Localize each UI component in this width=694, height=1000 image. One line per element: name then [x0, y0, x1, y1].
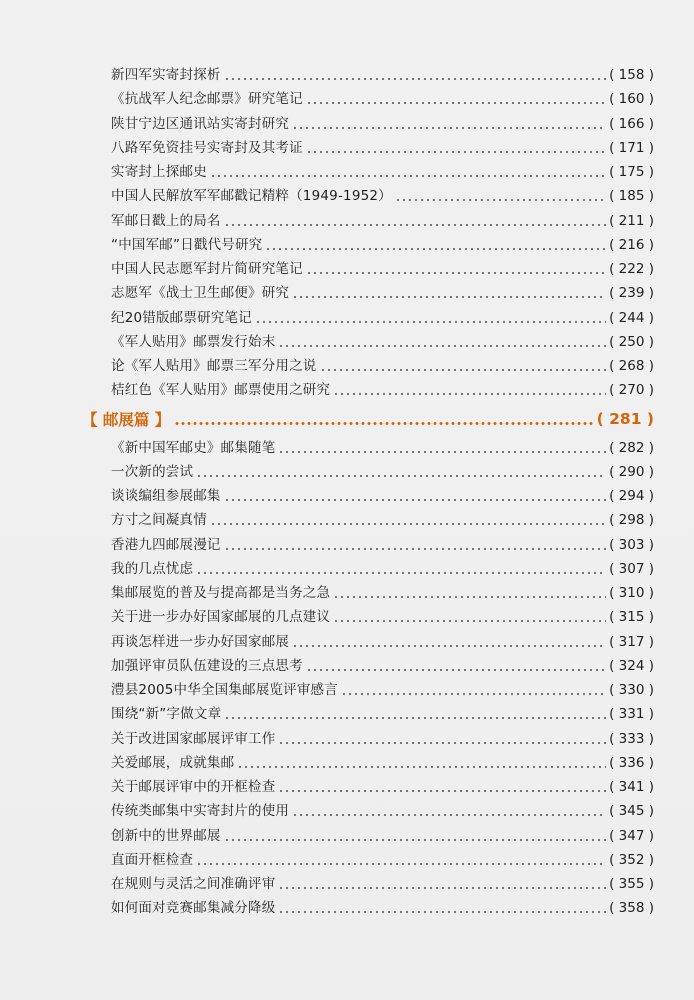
toc-entry[interactable] [111, 896, 654, 920]
entry-page: ( 211 ) [609, 212, 654, 229]
entry-page: ( 310 ) [609, 585, 654, 602]
dot-leader [292, 645, 606, 647]
entry-page: ( 345 ) [609, 803, 654, 820]
section-heading[interactable] [82, 405, 654, 434]
toc-entry[interactable] [111, 775, 654, 799]
entry-title: 桔红色《军人贴用》邮票使用之研究 [111, 382, 331, 399]
dot-leader [255, 321, 606, 323]
entry-title: 围绕“新”字做文章 [111, 706, 222, 723]
entry-page: ( 331 ) [609, 706, 654, 723]
entry-title: 新四军实寄封探析 [111, 67, 221, 84]
toc-entry[interactable] [111, 533, 654, 557]
toc-entry[interactable] [111, 184, 654, 208]
entry-title: 《新中国军邮史》邮集随笔 [111, 439, 276, 456]
dot-leader [237, 766, 606, 768]
entry-page: ( 294 ) [609, 488, 654, 505]
dot-leader [196, 475, 606, 477]
entry-page: ( 355 ) [609, 876, 654, 893]
entry-page: ( 250 ) [609, 333, 654, 350]
dot-leader [278, 451, 606, 453]
entry-page: ( 317 ) [609, 633, 654, 650]
dot-leader [224, 78, 607, 80]
entry-title: “中国军邮”日戳代号研究 [111, 236, 263, 253]
entry-page: ( 298 ) [609, 512, 654, 529]
dot-leader [265, 248, 606, 250]
entry-page: ( 171 ) [609, 139, 654, 156]
entry-title: 实寄封上探邮史 [111, 164, 207, 181]
toc-entry[interactable] [111, 460, 654, 484]
entry-page: ( 222 ) [609, 261, 654, 278]
entry-page: ( 282 ) [609, 439, 654, 456]
entry-page: ( 185 ) [609, 188, 654, 205]
toc-entry[interactable] [111, 678, 654, 702]
dot-leader [292, 814, 606, 816]
toc-entry[interactable] [111, 702, 654, 726]
entry-page: ( 244 ) [609, 309, 654, 326]
entry-title: 香港九四邮展漫记 [111, 536, 221, 553]
dot-leader [278, 345, 606, 347]
entry-title: 军邮日戳上的局名 [111, 212, 221, 229]
entry-title: 加强评审员队伍建设的三点思考 [111, 657, 303, 674]
dot-leader [341, 693, 606, 695]
toc-entry[interactable] [111, 751, 654, 775]
entry-page: ( 341 ) [609, 779, 654, 796]
entry-page: ( 290 ) [609, 463, 654, 480]
dot-leader [174, 422, 593, 425]
section-title: 【 邮展篇 】 [82, 411, 171, 429]
toc-entry[interactable] [111, 257, 654, 281]
entry-title: 集邮展览的普及与提高都是当务之急 [111, 585, 331, 602]
toc-entry[interactable] [111, 378, 654, 402]
toc-entry[interactable] [111, 727, 654, 751]
dot-leader [292, 127, 606, 129]
dot-leader [395, 199, 606, 201]
dot-leader [210, 175, 606, 177]
dot-leader [333, 620, 606, 622]
entry-title: 中国人民志愿军封片简研究笔记 [111, 261, 303, 278]
entry-title: 关于邮展评审中的开框检查 [111, 779, 276, 796]
entry-page: ( 315 ) [609, 609, 654, 626]
toc-entry[interactable] [111, 872, 654, 896]
toc-entry[interactable] [111, 436, 654, 460]
entry-page: ( 330 ) [609, 682, 654, 699]
dot-leader [306, 151, 606, 153]
entry-title: 中国人民解放军军邮戳记精粹（1949-1952） [111, 188, 392, 205]
toc-entry[interactable] [111, 209, 654, 233]
entry-title: 《抗战军人纪念邮票》研究笔记 [111, 91, 303, 108]
entry-title: 方寸之间凝真情 [111, 512, 207, 529]
dot-leader [333, 393, 606, 395]
entry-title: 《军人贴用》邮票发行始末 [111, 333, 276, 350]
toc-entry[interactable] [111, 87, 654, 111]
toc-entry[interactable] [111, 630, 654, 654]
toc-entry[interactable] [111, 330, 654, 354]
entry-page: ( 166 ) [609, 115, 654, 132]
entry-title: 澧县2005中华全国集邮展览评审感言 [111, 682, 338, 699]
dot-leader [224, 839, 607, 841]
toc-entry[interactable] [111, 557, 654, 581]
entry-page: ( 175 ) [609, 164, 654, 181]
entry-page: ( 303 ) [609, 536, 654, 553]
toc-entry[interactable] [111, 306, 654, 330]
entry-title: 一次新的尝试 [111, 463, 194, 480]
entry-title: 我的几点忧虑 [111, 560, 194, 577]
entry-page: ( 307 ) [609, 560, 654, 577]
entry-page: ( 333 ) [609, 730, 654, 747]
entry-title: 纪20错版邮票研究笔记 [111, 309, 252, 326]
toc-entry[interactable] [111, 824, 654, 848]
entry-title: 在规则与灵活之间准确评审 [111, 876, 276, 893]
dot-leader [306, 669, 606, 671]
dot-leader [333, 596, 606, 598]
dot-leader [306, 272, 606, 274]
entry-title: 论《军人贴用》邮票三军分用之说 [111, 358, 317, 375]
section-page: ( 281 ) [596, 410, 654, 428]
entry-page: ( 158 ) [609, 67, 654, 84]
entry-title: 如何面对竞赛邮集减分降级 [111, 900, 276, 917]
entry-page: ( 268 ) [609, 358, 654, 375]
entry-page: ( 216 ) [609, 236, 654, 253]
toc-entry[interactable] [111, 112, 654, 136]
entry-page: ( 239 ) [609, 285, 654, 302]
entry-title: 关于进一步办好国家邮展的几点建议 [111, 609, 331, 626]
entry-page: ( 336 ) [609, 754, 654, 771]
dot-leader [320, 369, 607, 371]
dot-leader [224, 224, 607, 226]
toc-entry[interactable] [111, 136, 654, 160]
dot-leader [306, 102, 606, 104]
toc-entry[interactable] [111, 484, 654, 508]
entry-page: ( 352 ) [609, 851, 654, 868]
entry-title: 传统类邮集中实寄封片的使用 [111, 803, 290, 820]
entry-page: ( 347 ) [609, 827, 654, 844]
toc-entry[interactable] [111, 581, 654, 605]
toc-entry[interactable] [111, 63, 654, 87]
dot-leader [278, 887, 606, 889]
dot-leader [224, 548, 607, 550]
toc-entry[interactable] [111, 605, 654, 629]
dot-leader [210, 523, 606, 525]
toc-entry[interactable] [111, 654, 654, 678]
toc-entry[interactable] [111, 160, 654, 184]
entry-page: ( 358 ) [609, 900, 654, 917]
toc-entry[interactable] [111, 508, 654, 532]
toc-entry[interactable] [111, 354, 654, 378]
entry-title: 直面开框检查 [111, 851, 194, 868]
dot-leader [196, 863, 606, 865]
entry-page: ( 270 ) [609, 382, 654, 399]
dot-leader [292, 296, 606, 298]
dot-leader [278, 742, 606, 744]
dot-leader [224, 499, 607, 501]
dot-leader [224, 717, 606, 719]
entry-title: 创新中的世界邮展 [111, 827, 221, 844]
entry-title: 关爱邮展，成就集邮 [111, 754, 235, 771]
entry-title: 关于改进国家邮展评审工作 [111, 730, 276, 747]
entry-title: 八路军免资挂号实寄封及其考证 [111, 139, 303, 156]
entry-title: 陕甘宁边区通讯站实寄封研究 [111, 115, 290, 132]
dot-leader [278, 911, 606, 913]
entry-page: ( 324 ) [609, 657, 654, 674]
dot-leader [196, 572, 606, 574]
toc-entry[interactable] [111, 848, 654, 872]
entry-title: 再谈怎样进一步办好国家邮展 [111, 633, 290, 650]
toc-entry[interactable] [111, 233, 654, 257]
toc-entry[interactable] [111, 281, 654, 305]
toc-entry[interactable] [111, 799, 654, 823]
entry-page: ( 160 ) [609, 91, 654, 108]
entry-title: 谈谈编组参展邮集 [111, 488, 221, 505]
entry-title: 志愿军《战士卫生邮便》研究 [111, 285, 290, 302]
dot-leader [278, 790, 606, 792]
